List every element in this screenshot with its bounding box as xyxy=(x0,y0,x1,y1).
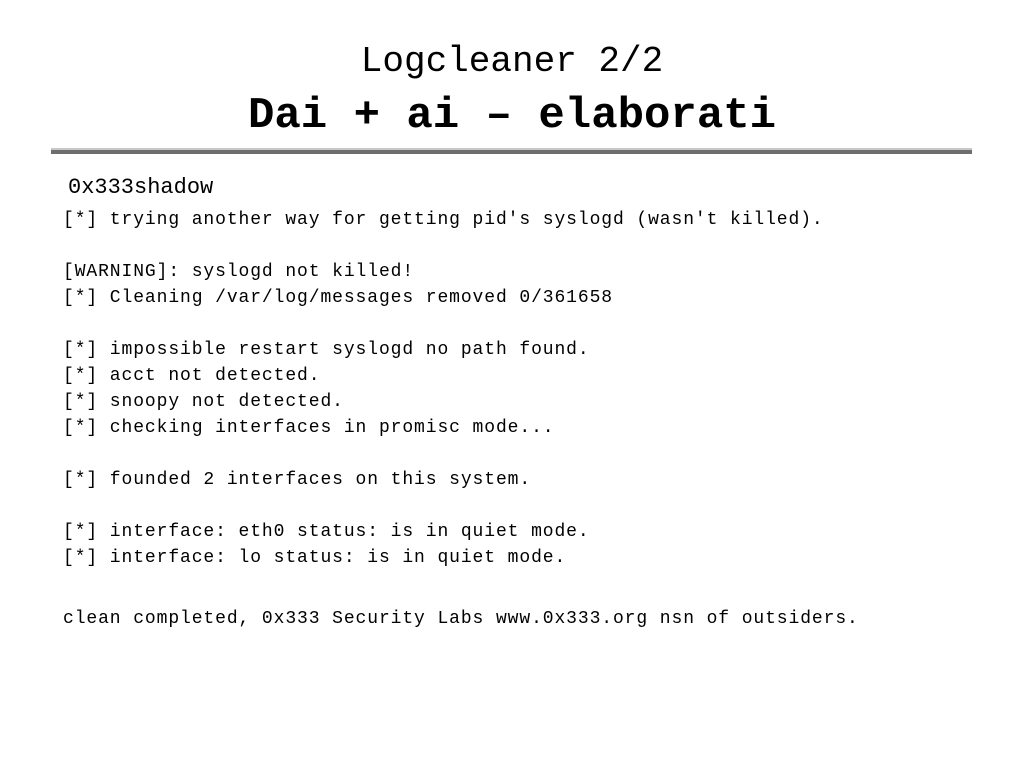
terminal-line xyxy=(63,493,824,519)
slide-title: Dai + ai – elaborati xyxy=(247,91,777,141)
terminal-line: [*] interface: eth0 status: is in quiet mode. xyxy=(63,522,590,542)
title-divider xyxy=(51,148,972,154)
terminal-line: [*] impossible restart syslogd no path found. xyxy=(63,340,590,360)
terminal-line: [*] trying another way for getting pid's syslogd (wasn't killed). xyxy=(63,210,824,230)
terminal-line: [WARNING]: syslogd not killed! xyxy=(63,262,415,282)
completion-message: clean completed, 0x333 Security Labs www.0x333.org nsn of outsiders. xyxy=(63,609,859,629)
terminal-line: [*] founded 2 interfaces on this system. xyxy=(63,470,532,490)
terminal-output xyxy=(63,207,824,571)
slide-subtitle: Logcleaner 2/2 xyxy=(360,41,664,82)
terminal-line: [*] checking interfaces in promisc mode... xyxy=(63,418,555,438)
section-label: 0x333shadow xyxy=(68,175,214,200)
terminal-line: [*] snoopy not detected. xyxy=(63,392,344,412)
terminal-line: [*] interface: lo status: is in quiet mode. xyxy=(63,548,567,568)
terminal-line: [*] acct not detected. xyxy=(63,366,321,386)
terminal-line xyxy=(63,311,824,337)
terminal-line xyxy=(63,233,824,259)
terminal-line xyxy=(63,441,824,467)
terminal-line: [*] Cleaning /var/log/messages removed 0/361658 xyxy=(63,288,613,308)
